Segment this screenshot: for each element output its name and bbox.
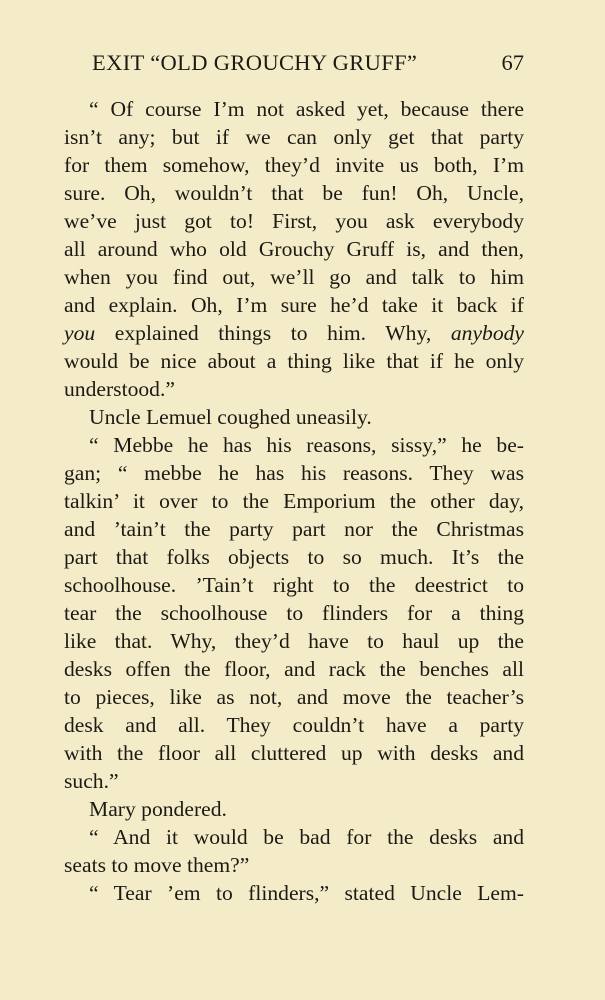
text-line: isn’t any; but if we can only get that party (64, 125, 524, 149)
emphasis-anybody: anybody (450, 321, 524, 345)
text-line: all around who old Grouchy Gruff is, and then, (64, 237, 524, 261)
text-line: “ Of course I’m not asked yet, because there (89, 97, 524, 121)
text-line: “ And it would be bad for the desks and (89, 825, 524, 849)
text-line: and explain. Oh, I’m sure he’d take it back if (64, 293, 524, 317)
text-line: to pieces, like as not, and move the teacher’s (64, 685, 524, 709)
text-line: for them somehow, they’d invite us both, I’m (64, 153, 524, 177)
emphasis-you: you (64, 321, 96, 345)
running-head (92, 50, 524, 82)
text-line: tear the schoolhouse to flinders for a thing (64, 601, 524, 625)
text-line: schoolhouse. ’Tain’t right to the deestrict to (64, 573, 524, 597)
text-line (64, 319, 524, 347)
text-line: Mary pondered. (89, 797, 227, 821)
text-line: desks offen the floor, and rack the benches all (64, 657, 524, 681)
text-line: would be nice about a thing like that if he only (64, 349, 524, 373)
text-line: such.” (64, 769, 119, 793)
text-line: sure. Oh, wouldn’t that be fun! Oh, Uncle, (64, 181, 524, 205)
text-line: seats to move them?” (64, 853, 250, 877)
text-line: Uncle Lemuel coughed uneasily. (89, 405, 372, 429)
text-line: understood.” (64, 377, 175, 401)
text-line: part that folks objects to so much. It’s the (64, 545, 524, 569)
text-line: gan; “ mebbe he has his reasons. They was (64, 461, 524, 485)
text-line: “ Mebbe he has his reasons, sissy,” he be- (89, 433, 524, 457)
text-line: with the floor all cluttered up with desks and (64, 741, 524, 765)
page-number: 67 (501, 50, 524, 75)
text-line: desk and all. They couldn’t have a party (64, 713, 524, 737)
text-line: and ’tain’t the party part nor the Christmas (64, 517, 524, 541)
text-line: we’ve just got to! First, you ask everybody (64, 209, 524, 233)
text-line: “ Tear ’em to flinders,” stated Uncle Lem- (89, 881, 524, 905)
text-line: talkin’ it over to the Emporium the other day, (64, 489, 524, 513)
body-text (64, 95, 524, 907)
text-line: like that. Why, they’d have to haul up the (64, 629, 524, 653)
text-line: when you find out, we’ll go and talk to him (64, 265, 524, 289)
running-title: EXIT “OLD GROUCHY GRUFF” (92, 50, 418, 75)
text-segment: explained things to him. Why, (95, 321, 451, 345)
